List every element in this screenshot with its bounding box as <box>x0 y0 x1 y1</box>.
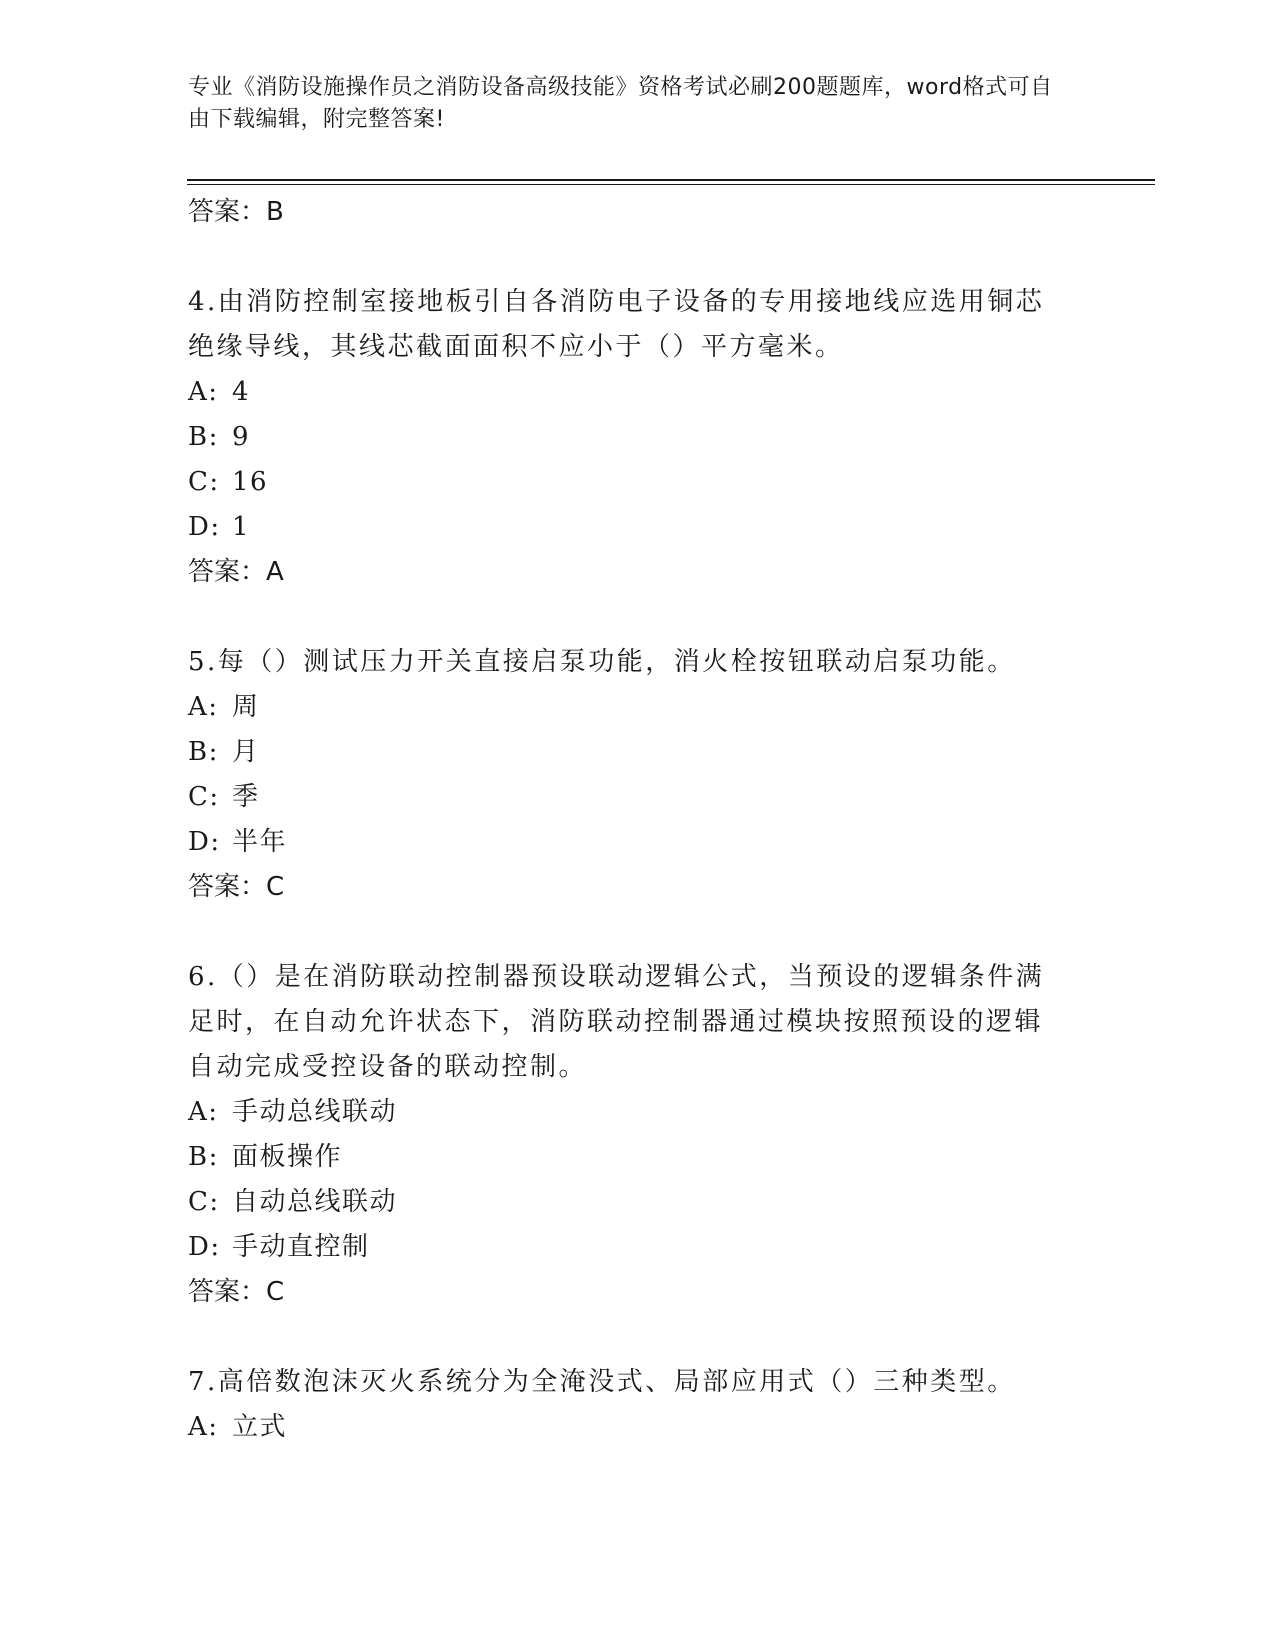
option-label: B: <box>188 1142 219 1172</box>
option-label: D: <box>188 512 221 542</box>
question-text: 7.高倍数泡沫灭火系统分为全淹没式、局部应用式（）三种类型。 <box>188 1367 1016 1397</box>
option-b <box>188 1135 1068 1180</box>
option-b <box>188 415 1068 460</box>
option-label: A: <box>188 377 219 407</box>
document-header: 专业《消防设施操作员之消防设备高级技能》资格考试必刷200题题库，word格式可自由下载编辑，附完整答案! <box>188 75 1053 132</box>
option-label: A: <box>188 1097 219 1127</box>
question-text: 6.（）是在消防联动控制器预设联动逻辑公式，当预设的逻辑条件满足时，在自动允许状态下，消防联动控制器通过模块按照预设的逻辑自动完成受控设备的联动控制。 <box>188 962 1045 1082</box>
option-value: 半年 <box>232 827 288 857</box>
option-value: 手动直控制 <box>232 1232 370 1262</box>
option-d <box>188 505 1068 550</box>
question-block <box>188 955 1068 1315</box>
option-c <box>188 775 1068 820</box>
answer-line: 答案：C <box>188 1277 285 1307</box>
option-value: 立式 <box>232 1412 288 1442</box>
option-value: 1 <box>232 512 251 542</box>
option-label: C: <box>188 1187 220 1217</box>
question-text: 5.每（）测试压力开关直接启泵功能，消火栓按钮联动启泵功能。 <box>188 647 1016 677</box>
question-list <box>188 190 1068 1450</box>
option-a <box>188 1405 1068 1450</box>
option-label: A: <box>188 692 219 722</box>
option-d <box>188 1225 1068 1270</box>
option-label: A: <box>188 1412 219 1442</box>
option-label: D: <box>188 1232 221 1262</box>
option-value: 手动总线联动 <box>232 1097 398 1127</box>
question-block <box>188 280 1068 595</box>
header-divider-thin <box>187 184 1155 185</box>
option-label: D: <box>188 827 221 857</box>
option-label: B: <box>188 737 219 767</box>
option-c <box>188 1180 1068 1225</box>
question-block <box>188 640 1068 910</box>
option-value: 16 <box>232 467 269 497</box>
answer-line: 答案：A <box>188 557 284 587</box>
option-value: 9 <box>232 422 251 452</box>
option-label: B: <box>188 422 219 452</box>
header-divider-thick <box>187 179 1155 181</box>
option-value: 周 <box>232 692 260 722</box>
option-value: 4 <box>232 377 251 407</box>
option-label: C: <box>188 467 220 497</box>
option-value: 面板操作 <box>232 1142 343 1172</box>
option-value: 季 <box>232 782 260 812</box>
option-value: 月 <box>232 737 260 767</box>
option-a <box>188 1090 1068 1135</box>
question-text: 4.由消防控制室接地板引自各消防电子设备的专用接地线应选用铜芯绝缘导线，其线芯截面面积不应小于（）平方毫米。 <box>188 287 1045 362</box>
answer-line: 答案：B <box>188 197 284 227</box>
option-value: 自动总线联动 <box>232 1187 398 1217</box>
option-c <box>188 460 1068 505</box>
option-a <box>188 685 1068 730</box>
option-d <box>188 820 1068 865</box>
question-block <box>188 1360 1068 1450</box>
option-b <box>188 730 1068 775</box>
option-label: C: <box>188 782 220 812</box>
option-a <box>188 370 1068 415</box>
answer-line: 答案：C <box>188 872 285 902</box>
